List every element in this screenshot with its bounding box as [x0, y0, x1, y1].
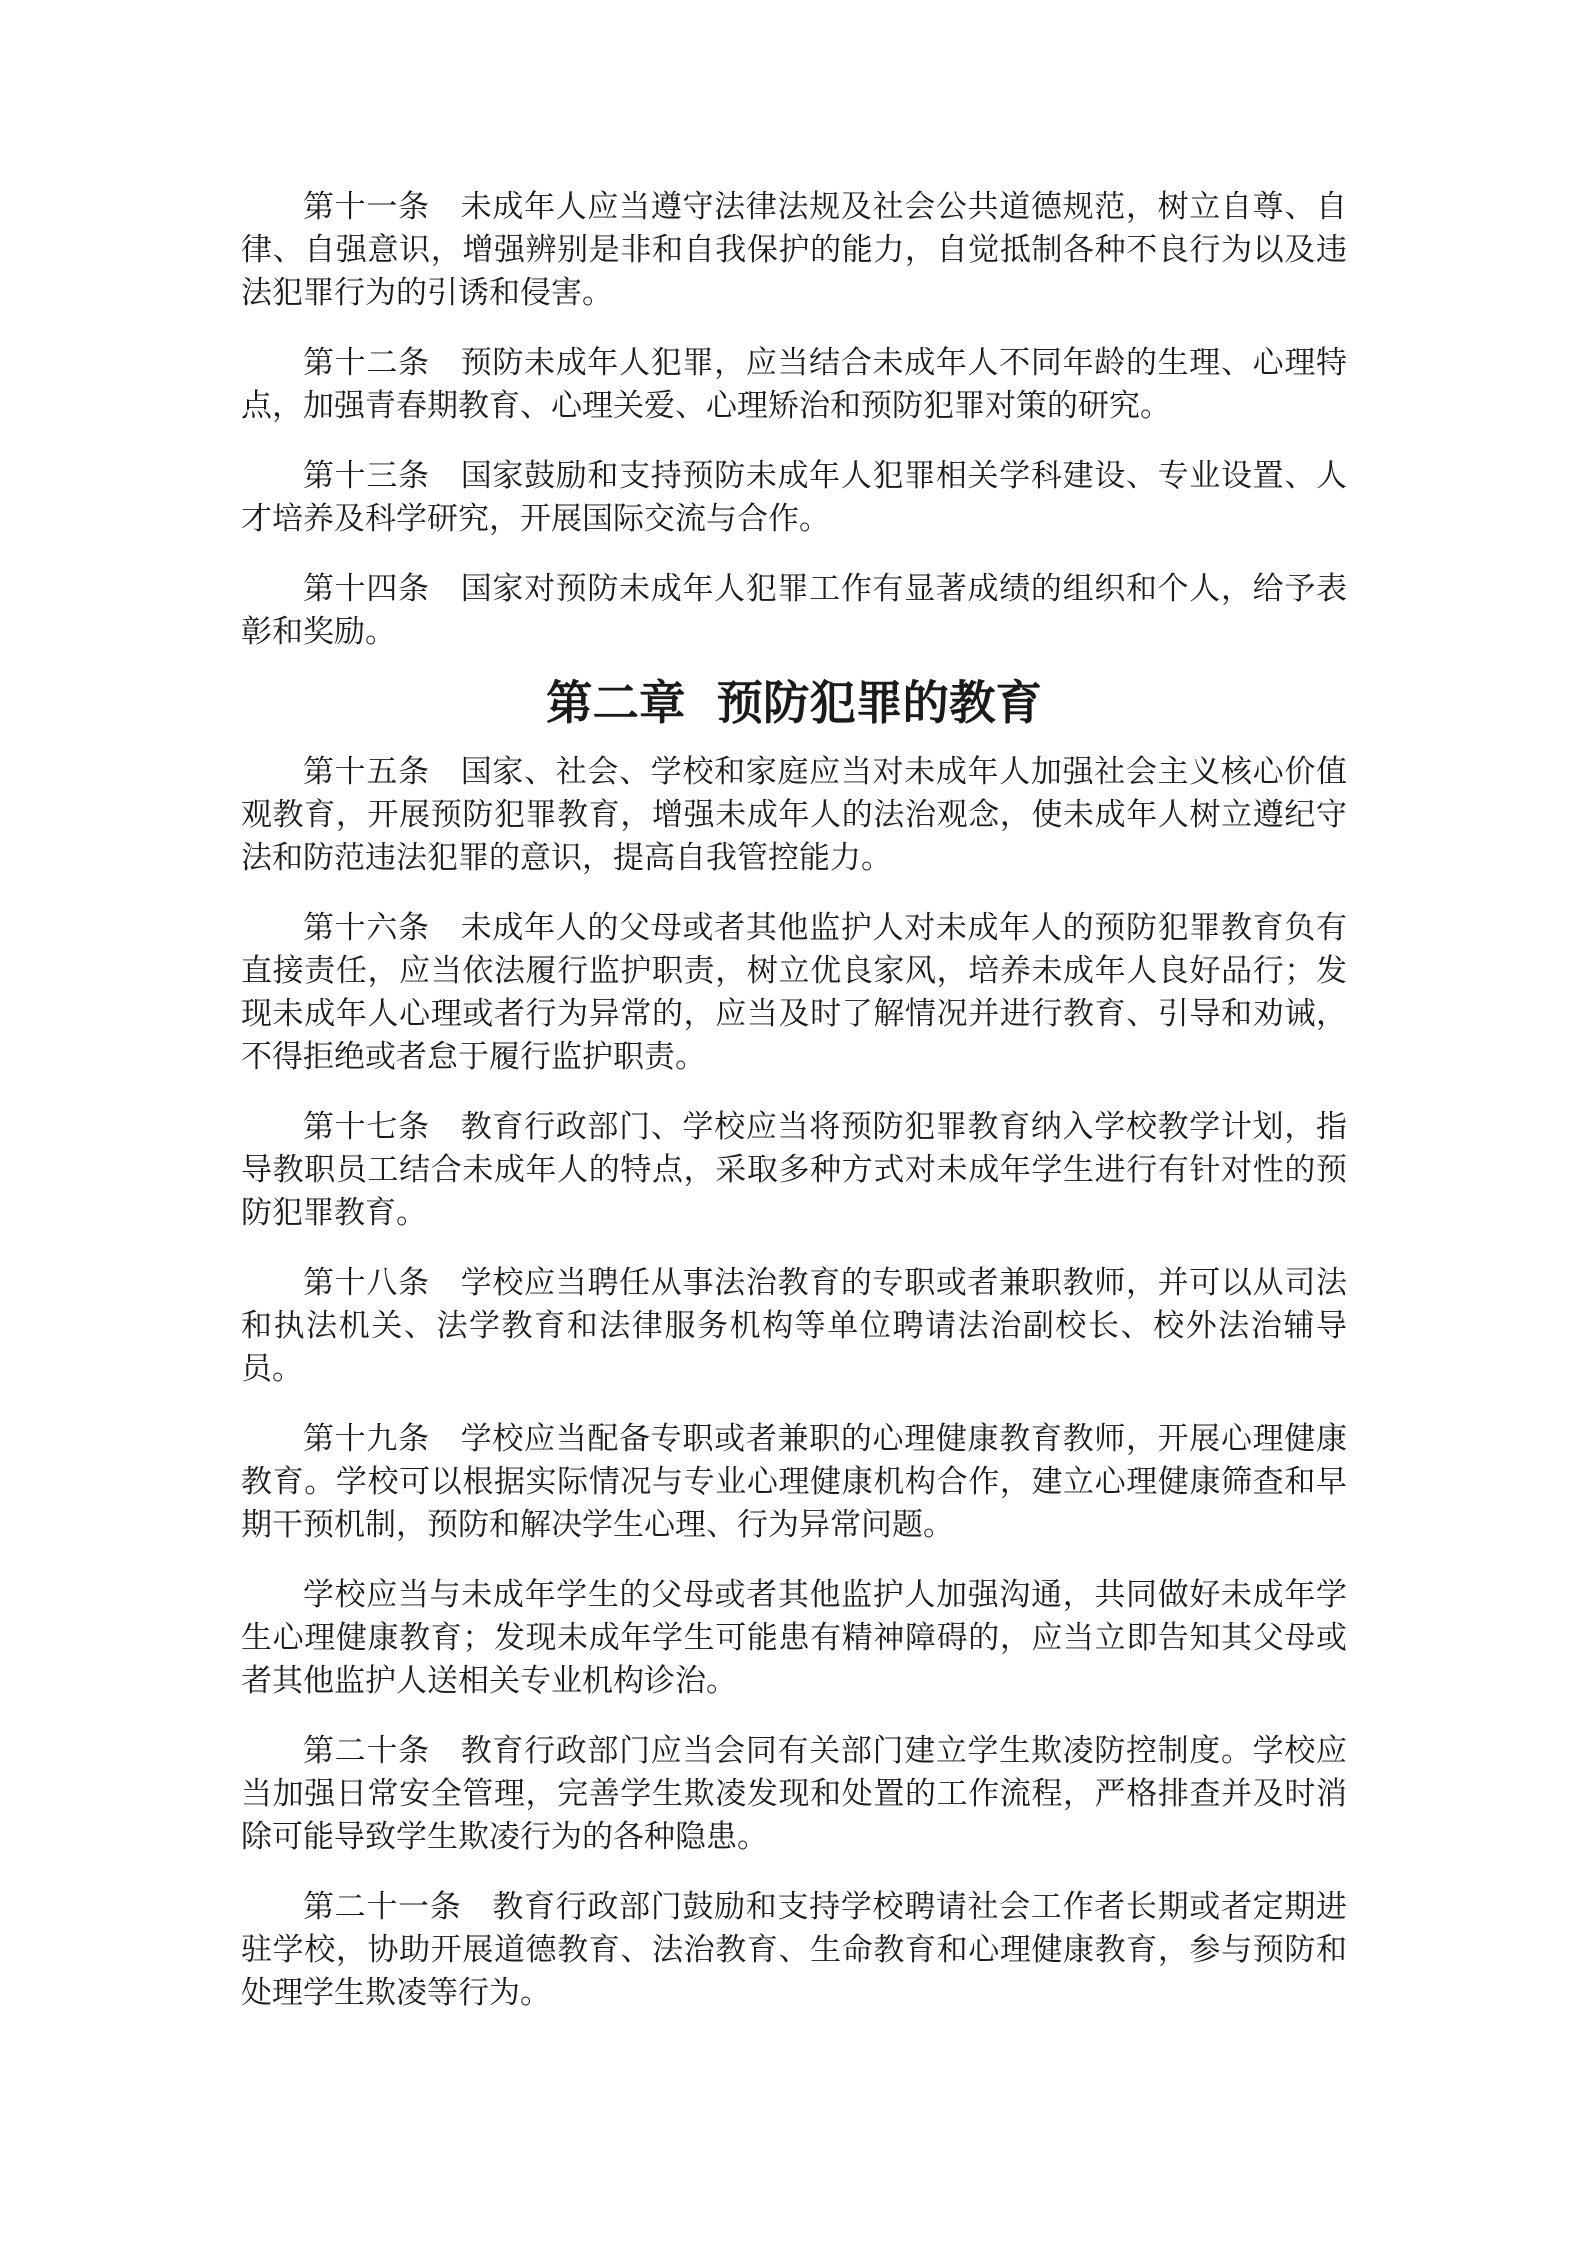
article-text: 国家对预防未成年人犯罪工作有显著成绩的组织和个人，给予表彰和奖励。: [241, 571, 1348, 650]
article-label: 第二十条: [303, 1733, 430, 1769]
article-20: [241, 1730, 1347, 1859]
chapter-number: 第二章: [546, 675, 686, 730]
article-text: 教育行政部门鼓励和支持学校聘请社会工作者长期或者定期进驻学校，协助开展道德教育、法治教育、生命教育和心理健康教育，参与预防和处理学生欺凌等行为。: [241, 1889, 1348, 2011]
article-21: [241, 1886, 1347, 2015]
article-text: 国家、社会、学校和家庭应当对未成年人加强社会主义核心价值观教育，开展预防犯罪教育，增强未成年人的法治观念，使未成年人树立遵纪守法和防范违法犯罪的意识，提高自我管控能力。: [241, 754, 1348, 876]
article-label: 第十四条: [303, 571, 430, 607]
article-label: 第十八条: [303, 1265, 430, 1301]
article-16: [241, 907, 1347, 1079]
article-label: 第十五条: [303, 754, 430, 790]
article-text: 预防未成年人犯罪，应当结合未成年人不同年龄的生理、心理特点，加强青春期教育、心理关爱、心理矫治和预防犯罪对策的研究。: [241, 345, 1348, 424]
article-text: 国家鼓励和支持预防未成年人犯罪相关学科建设、专业设置、人才培养及科学研究，开展国际交流与合作。: [241, 458, 1348, 537]
article-label: 第十六条: [303, 910, 430, 946]
article-label: 第十三条: [303, 458, 430, 494]
article-text: 教育行政部门应当会同有关部门建立学生欺凌防控制度。学校应当加强日常安全管理，完善学生欺凌发现和处置的工作流程，严格排查并及时消除可能导致学生欺凌行为的各种隐患。: [241, 1733, 1348, 1855]
article-15: [241, 751, 1347, 880]
article-text: 教育行政部门、学校应当将预防犯罪教育纳入学校教学计划，指导教职员工结合未成年人的特点，采取多种方式对未成年学生进行有针对性的预防犯罪教育。: [241, 1109, 1348, 1231]
article-text: 学校应当聘任从事法治教育的专职或者兼职教师，并可以从司法和执法机关、法学教育和法律服务机构等单位聘请法治副校长、校外法治辅导员。: [241, 1265, 1348, 1387]
article-label: 第十九条: [303, 1421, 430, 1457]
article-18: [241, 1262, 1347, 1391]
article-text: 未成年人的父母或者其他监护人对未成年人的预防犯罪教育负有直接责任，应当依法履行监护职责，树立优良家风，培养未成年人良好品行；发现未成年人心理或者行为异常的，应当及时了解情况并进行教育、引导和劝诫，不得拒绝或者怠于履行监护职责。: [241, 910, 1348, 1075]
article-13: [241, 455, 1347, 541]
article-label: 第十七条: [303, 1109, 430, 1145]
article-label: 第二十一条: [303, 1889, 462, 1925]
chapter-heading: [241, 675, 1347, 730]
article-17: [241, 1106, 1347, 1235]
article-19: [241, 1418, 1347, 1547]
article-text: 学校应当配备专职或者兼职的心理健康教育教师，开展心理健康教育。学校可以根据实际情况与专业心理健康机构合作，建立心理健康筛查和早期干预机制，预防和解决学生心理、行为异常问题。: [241, 1421, 1348, 1543]
article-text: 学校应当与未成年学生的父母或者其他监护人加强沟通，共同做好未成年学生心理健康教育；发现未成年学生可能患有精神障碍的，应当立即告知其父母或者其他监护人送相关专业机构诊治。: [241, 1577, 1347, 1699]
article-label: 第十二条: [303, 345, 430, 381]
article-14: [241, 568, 1347, 654]
article-12: [241, 342, 1347, 428]
document-page: [241, 186, 1347, 2042]
chapter-title: 预防犯罪的教育: [716, 675, 1042, 730]
article-19-paragraph-2: [241, 1574, 1347, 1703]
article-label: 第十一条: [303, 189, 430, 225]
article-text: 未成年人应当遵守法律法规及社会公共道德规范，树立自尊、自律、自强意识，增强辨别是非和自我保护的能力，自觉抵制各种不良行为以及违法犯罪行为的引诱和侵害。: [241, 189, 1348, 311]
article-11: [241, 186, 1347, 315]
